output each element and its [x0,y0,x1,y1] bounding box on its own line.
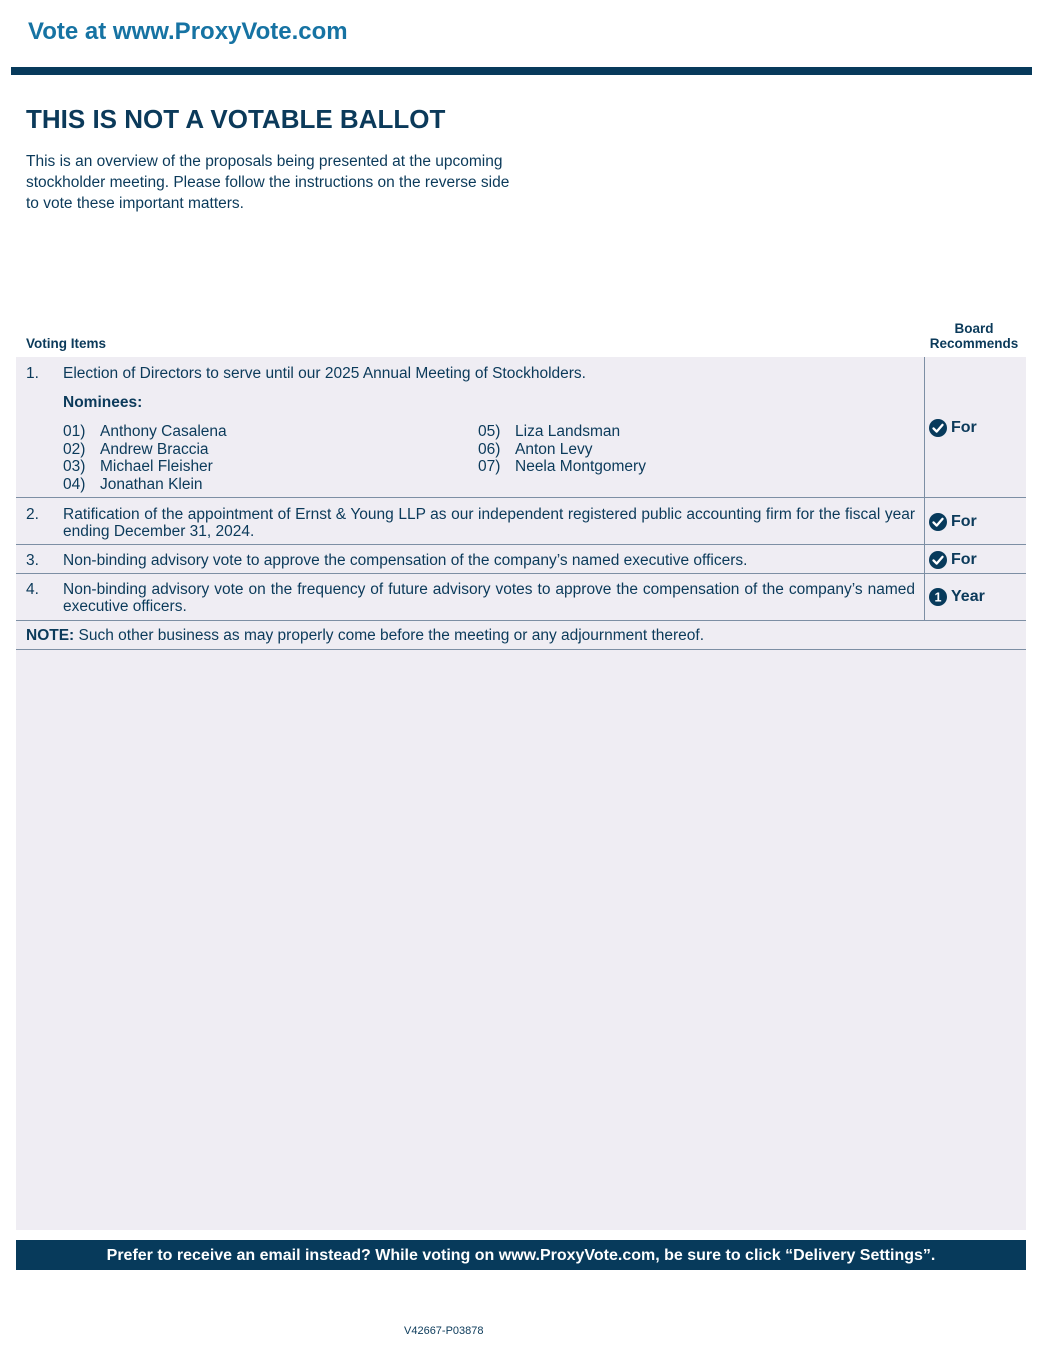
item-3-number: 3. [26,552,39,569]
item-1-number: 1. [26,365,39,382]
nominee-item: 07) Neela Montgomery [478,458,646,475]
nominees-list-right [478,423,646,476]
item-3-text: Non-binding advisory vote to approve the compensation of the company’s named executive officers. [63,552,748,569]
row-divider [16,620,1026,621]
nominee-item: 06) Anton Levy [478,440,593,458]
item-2-text: Ratification of the appointment of Ernst & Young LLP as our independent registered public accounting firm for the fiscal year ending December 31, 2024. [63,506,915,540]
check-circle-icon [929,513,947,531]
nominees-label: Nominees: [63,394,143,411]
item-3-recommendation: For [929,551,977,569]
svg-text:1: 1 [934,590,942,605]
intro-text: This is an overview of the proposals being presented at the upcoming stockholder meeting. Please follow the instructions on the reverse side to vote these important matters. [26,153,510,212]
row-divider [16,497,1026,498]
recommendation-column-divider [924,357,925,620]
board-header-line1: Board [954,321,994,336]
email-delivery-notice: Prefer to receive an email instead? While voting on www.ProxyVote.com, be sure to click “Delivery Settings”. [16,1240,1026,1270]
item-1-text: Election of Directors to serve until our 2025 Annual Meeting of Stockholders. [63,365,586,382]
vote-url-heading: Vote at www.ProxyVote.com [28,18,348,45]
check-circle-icon [929,419,947,437]
board-header-line2: Recommends [929,336,1019,351]
nominee-item: 01) Anthony Casalena [63,423,227,440]
nominee-item: 03) Michael Fleisher [63,458,213,475]
row-divider [16,649,1026,650]
header-rule [11,67,1032,75]
item-2-number: 2. [26,506,39,523]
nominee-item: 05) Liza Landsman [478,423,621,440]
row-divider [16,544,1026,545]
voting-items-header: Voting Items [26,336,107,351]
document-code: V42667-P03878 [404,1325,484,1337]
item-4-text: Non-binding advisory vote on the frequency of future advisory votes to approve the compensation of the company’s named executive officers. [63,581,915,615]
item-2-recommendation: For [929,513,977,531]
item-4-recommendation: 1 Year [929,588,985,606]
item-4-number: 4. [26,581,39,598]
check-circle-icon [929,551,947,569]
nominees-list-left [63,423,227,493]
number-one-circle-icon [929,588,947,606]
item-1-recommendation: For [929,419,977,437]
note-text: NOTE: Such other business as may properly come before the meeting or any adjournment thereof. [26,627,705,644]
row-divider [16,573,1026,574]
nominee-item: 02) Andrew Braccia [63,440,209,458]
nominee-item: 04) Jonathan Klein [63,475,203,493]
page-title: THIS IS NOT A VOTABLE BALLOT [26,104,446,134]
board-recommends-header [922,321,1026,351]
